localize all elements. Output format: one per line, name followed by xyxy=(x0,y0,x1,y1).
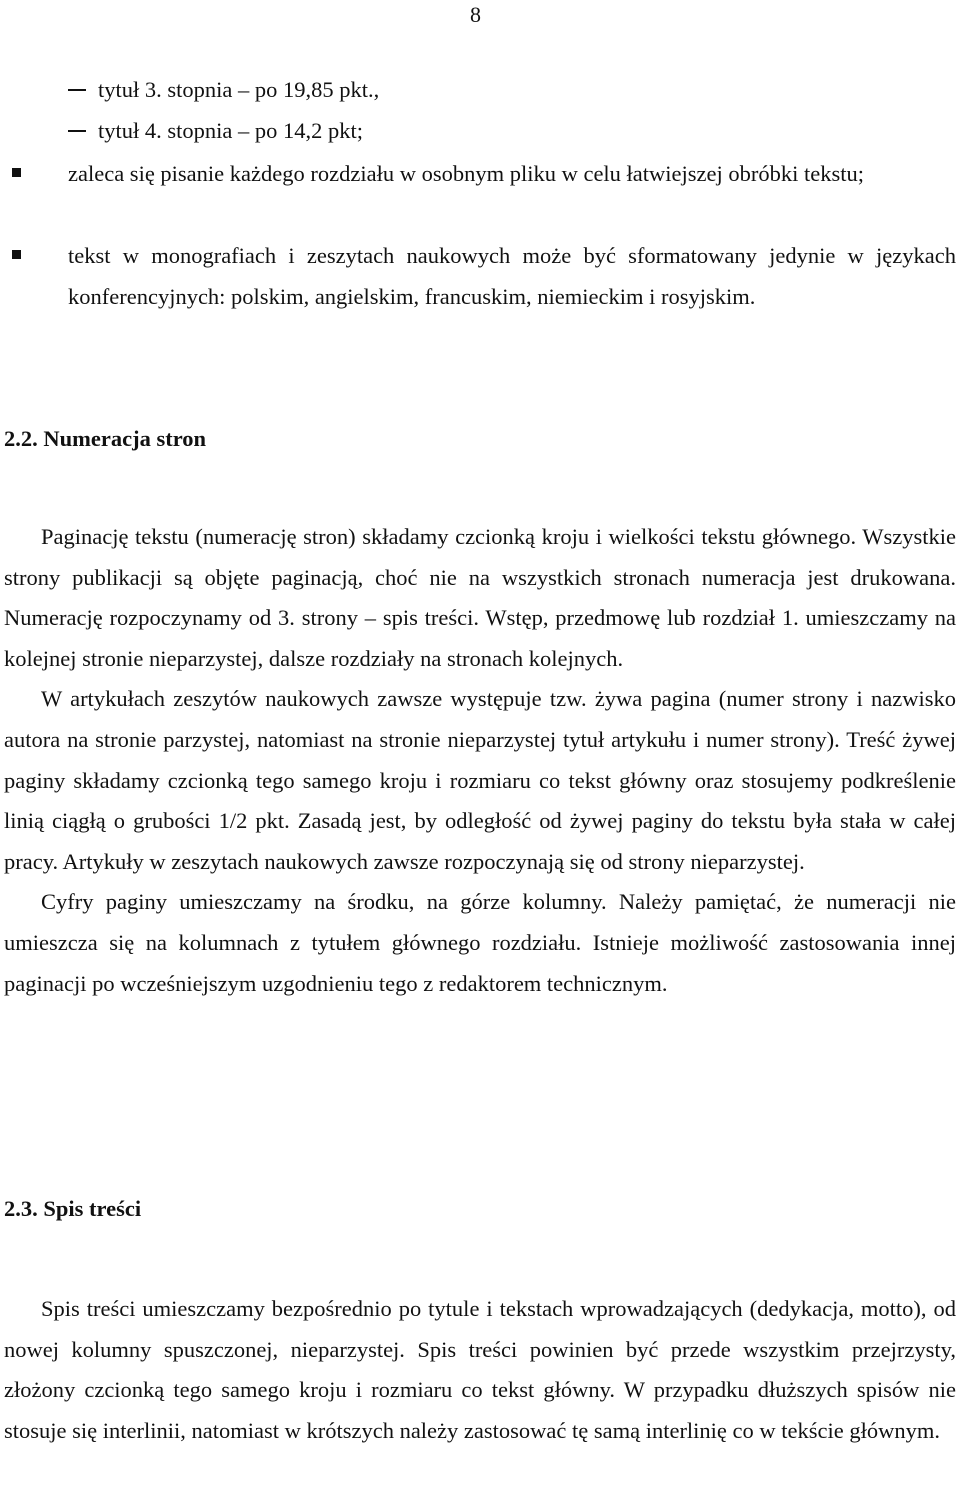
section-body xyxy=(4,517,956,1004)
dash-marker xyxy=(68,130,86,132)
paragraph: Spis treści umieszczamy bezpośrednio po tytule i tekstach wprowadzających (dedykacja, motto), od nowej kolumny spuszczonej, nieparzystej. Spis treści powinien być przede wszystkim przejrzysty, złożony czcionką tego samego kroju i rozmiaru co tekst główny. W przypadku dłuższych spisów nie stosuje się interlinii, natomiast w krótszych należy zastosować tę samą interlinię co w tekście głównym. xyxy=(4,1296,956,1443)
section-body xyxy=(4,1289,956,1451)
section-heading: 2.2. Numeracja stron xyxy=(4,426,207,451)
paragraph: W artykułach zeszytów naukowych zawsze występuje tzw. żywa pagina (numer strony i nazwisko autora na stronie parzystej, natomiast na stronie nieparzystej tytuł artykułu i numer strony). Treść żywej paginy składamy czcionką tego samego kroju i rozmiaru co tekst główny oraz stosujemy podkreślenie linią ciągłą o grubości 1/2 pkt. Zasadą jest, by odległość od żywej paginy do tekstu była stała w całej pracy. Artykuły w zeszytach naukowych zawsze rozpoczynają się od strony nieparzystej. xyxy=(4,686,956,874)
paragraph: Cyfry paginy umieszczamy na środku, na górze kolumny. Należy pamiętać, że numeracji nie umieszcza się na kolumnach z tytułem głównego rozdziału. Istnieje możliwość zastosowania innej paginacji po wcześniejszym uzgodnieniu tego z redaktorem technicznym. xyxy=(4,889,956,996)
page-number: 8 xyxy=(470,2,481,27)
dash-list-item-text: tytuł 3. stopnia – po 19,85 pkt., xyxy=(98,77,380,102)
bullet-list-item xyxy=(12,236,956,317)
bullet-list-item-text: zaleca się pisanie każdego rozdziału w osobnym pliku w celu łatwiejszej obróbki tekstu; xyxy=(68,161,865,186)
square-bullet-icon xyxy=(12,168,21,177)
paragraph: Paginację tekstu (numerację stron) składamy czcionką kroju i wielkości tekstu głównego. Wszystkie strony publikacji są objęte paginacją, choć nie na wszystkich stronach numeracja jest drukowana. Numerację rozpoczynamy od 3. strony – spis treści. Wstęp, przedmowę lub rozdział 1. umieszczamy na kolejnej stronie nieparzystej, dalsze rozdziały na stronach kolejnych. xyxy=(4,524,956,671)
dash-list-item-text: tytuł 4. stopnia – po 14,2 pkt; xyxy=(98,118,364,143)
bullet-list-item xyxy=(12,154,956,195)
dash-marker xyxy=(68,89,86,91)
section-heading: 2.3. Spis treści xyxy=(4,1196,142,1221)
bullet-list-item-text: tekst w monografiach i zeszytach naukowych może być sformatowany jedynie w językach konferencyjnych: polskim, angielskim, francuskim, niemieckim i rosyjskim. xyxy=(68,243,956,309)
square-bullet-icon xyxy=(12,250,21,259)
